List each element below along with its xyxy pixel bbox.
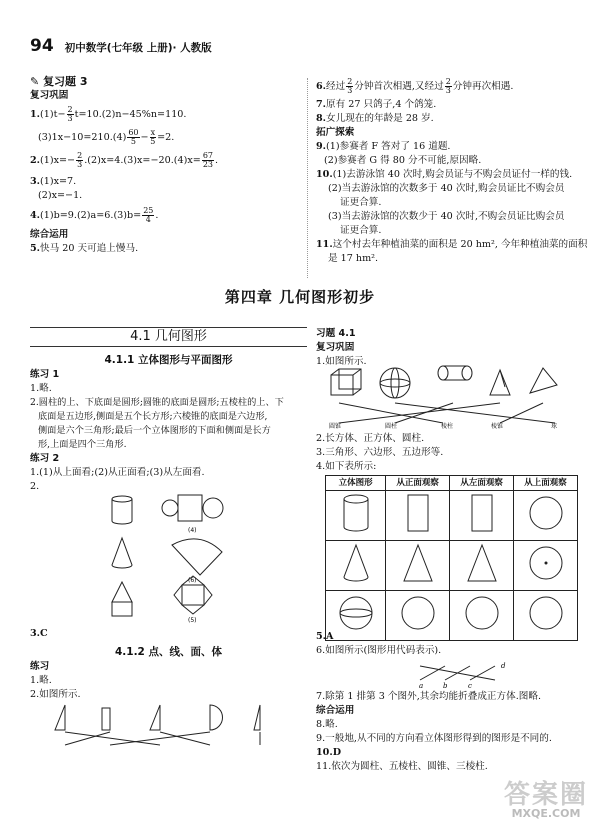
subsection-title: 4.1.1 立体图形与平面图形 [104,354,233,366]
subsection-title: 4.1.2 点、线、面、体 [114,646,223,658]
answer-line: 1.(1)从上面看;(2)从正面看;(3)从左面看. [30,467,205,478]
answer-line: 7.原有 27 只鸽子,4 个鸽笼. [316,99,437,110]
right-bottom-column [316,327,586,369]
chapter-title: 第四章 几何图形初步 [224,288,376,306]
section-review: 复习巩固 [30,90,69,101]
sphere-icon [336,591,376,635]
code-letter: d [501,662,506,670]
practice-heading: 练习 [30,661,50,672]
answer-line: 9.一般地,从不同的方向看立体图形得到的图形是不同的. [316,733,552,744]
answer-line: 2. [30,481,40,492]
book-title: 初中数学(七年级 上册)· 人教版 [64,42,212,54]
answer-line: 5.快马 20 天可追上慢马. [30,243,139,254]
rotation-matching-figure [50,700,280,750]
table-header: 从左面观察 [450,476,514,491]
circle-icon [462,591,502,635]
answer-line: 4.(1)b=9.(2)a=6.(3)b= $\frac{25}{4}$ . [30,206,159,224]
answer-line: 11.这个村去年种植油菜的面积是 20 hm², 今年种植油菜的面积 [316,239,588,250]
views-table [325,475,578,641]
table-row [326,491,578,541]
answer-line: 2.圆柱的上、下底面是圆形;圆锥的底面是圆形;五棱柱的上、下 [30,397,284,408]
pencil-icon: ✎ [30,75,40,88]
answer-line: 1.(1)t− $\frac{2}{3}$ t=10.(2)n−45%n=110. [30,105,187,123]
answer-line: 证更合算. [340,225,382,236]
circle-dot-icon [526,541,566,585]
watermark: 答案圈 MXQE.COM [503,780,588,820]
right-bottom-column-2 [316,432,586,474]
left-bottom-column [30,368,307,494]
solid-label: 球 [551,423,558,430]
answer-line: 1.略. [30,675,52,686]
triangle-icon [398,541,438,585]
section-apply: 综合运用 [316,705,355,716]
table-header: 从上面观察 [514,476,578,491]
answer-line: 6.如图所示(图形用代码表示). [316,645,442,656]
table-row [326,541,578,591]
cylinder-icon [336,491,376,535]
code-letter: c [468,682,472,690]
solid-label: 棱柱 [441,423,454,430]
answer-line: 11.依次为圆柱、五棱柱、圆锥、三棱柱. [316,761,488,772]
practice-heading: 练习 1 [30,369,60,380]
answer-line: 8.略. [316,719,338,730]
page-number: 94 [30,36,54,56]
answer-line: 侧面是六个三角形;最后一个立体图形的下面和侧面是长方 [38,425,271,436]
section-apply: 综合运用 [30,229,69,240]
answer-line: 底面是五边形,侧面是五个长方形;六棱锥的底面是六边形, [38,411,268,422]
code-letter: b [443,682,448,690]
answer-line: (3)当去游泳馆的次数少于 40 次时,不购会员证比购会员 [328,211,565,222]
table-header-row [326,476,578,491]
figure-label: (5) [188,617,197,624]
section-review: 复习巩固 [316,342,355,353]
answer-line: 是 17 hm². [328,253,379,264]
answer-line: 10.(1)去游泳馆 40 次时,购会员证与不购会员证付一样的钱. [316,169,573,180]
exercise-title: 复习题 3 [43,75,88,88]
answer-line: 8.女儿现在的年龄是 28 岁. [316,113,434,124]
code-letter: a [419,682,424,690]
circle-icon [526,591,566,635]
exercise-heading: 习题 4.1 [316,328,356,339]
table-header: 从正面观察 [386,476,450,491]
circle-icon [526,491,566,535]
answer-line: 2.(1)x=− $\frac{2}{3}$ .(2)x=4.(3)x=−20.(4)x= $\frac{67}{23}$ . [30,151,219,169]
column-divider [307,78,308,278]
answer-line: (3)1x−10=210.(4) $\frac{60}{5}$ − $\frac{x}{5}$ =2. [38,128,175,146]
section-expand: 拓广探索 [316,127,355,138]
answer-line: 4.如下表所示: [316,461,377,472]
circle-icon [398,591,438,635]
answer-line: (2)x=−1. [38,190,83,201]
solid-label: 圆锥 [329,423,342,430]
solid-label: 圆柱 [385,423,398,430]
practice-heading: 练习 2 [30,453,60,464]
right-top-column [316,78,586,266]
answer-line: 证更合算. [340,197,382,208]
section-title: 4.1 几何图形 [30,327,307,347]
left-top-column [30,75,305,256]
triangle-icon [462,541,502,585]
answer-line: 3.(1)x=7. [30,176,77,187]
answer-line: 2.如图所示. [30,689,81,700]
answer-line: 9.(1)参赛者 F 答对了 16 道题. [316,141,451,152]
table-header: 立体图形 [326,476,386,491]
cone-icon [336,541,376,585]
figure-label: (6) [188,577,197,584]
answer-line: 7.除第 1 排第 3 个图外,其余均能折叠成正方体.图略. [316,691,541,702]
page-header [30,36,212,56]
answer-line: 5.A [316,631,334,642]
left-bottom-column-2 [30,627,307,641]
rectangle-icon [462,491,502,535]
answer-line: 3.三角形、六边形、五边形等. [316,447,444,458]
answer-line: 6.经过 $\frac{2}{3}$ 分钟首次相遇,又经过 $\frac{2}{3}$ 分钟再次相遇. [316,77,514,95]
answer-line: 10.D [316,747,342,758]
code-matching-figure [415,660,525,690]
right-bottom-column-4 [316,690,586,774]
answer-line: (2)当去游泳馆的次数多于 40 次时,购会员证比不购会员 [328,183,565,194]
answer-line: 2.长方体、正方体、圆柱. [316,433,425,444]
answer-line: 1.如图所示. [316,356,367,367]
figure-label: (4) [188,527,197,534]
three-view-figure [100,490,230,625]
rectangle-icon [398,491,438,535]
answer-line: (2)参赛者 G 得 80 分不可能,原因略. [324,155,482,166]
answer-line: 1.略. [30,383,52,394]
answer-line: 形,上面是四个三角形. [38,439,127,450]
solids-matching-figure [325,365,580,430]
right-bottom-column-3 [316,630,586,658]
solid-label: 棱锥 [491,423,504,430]
left-bottom-column-3 [30,660,307,702]
answer-line: 3.C [30,628,48,639]
